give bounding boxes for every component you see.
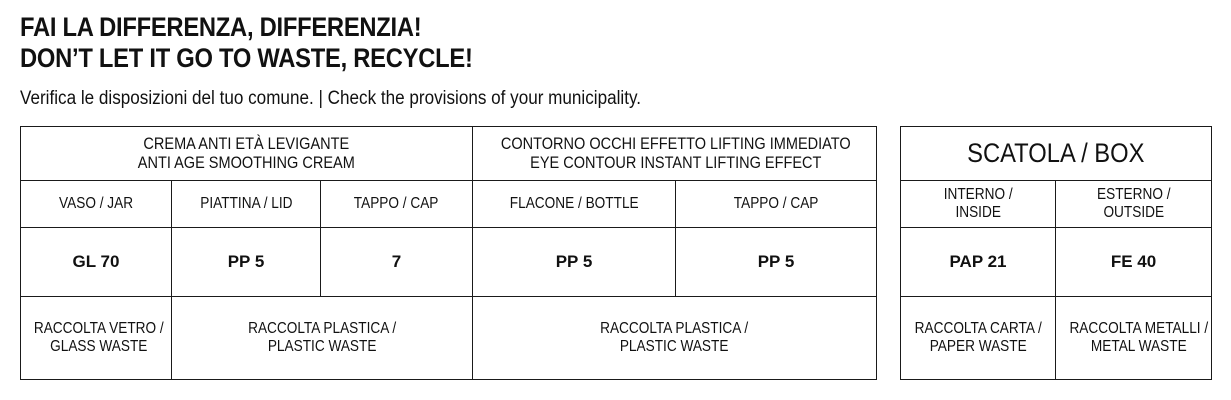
component-eye-cap [676, 181, 877, 228]
cream-product-header [21, 127, 473, 181]
waste-line: METAL WASTE [1090, 338, 1187, 355]
code-cream-cap: 7 [321, 228, 473, 297]
component-box-inside [901, 181, 1056, 228]
code-jar: GL 70 [21, 228, 172, 297]
component-label: TAPPO / CAP [354, 195, 439, 212]
component-box-outside [1056, 181, 1212, 228]
code-box-inside: PAP 21 [901, 228, 1056, 297]
waste-plastic-cream [172, 297, 473, 380]
product-header-row [21, 127, 877, 181]
component-row [21, 181, 877, 228]
eye-contour-product-header [473, 127, 877, 181]
code-lid: PP 5 [172, 228, 321, 297]
box-waste-collection-row [901, 297, 1212, 380]
material-code-row [21, 228, 877, 297]
municipality-note: Verifica le disposizioni del tuo comune. | Check the provisions of your municipality. [20, 88, 641, 109]
box-product-header [901, 127, 1212, 181]
headline [20, 12, 473, 74]
component-label: VASO / JAR [58, 195, 134, 212]
waste-line: PLASTIC WASTE [620, 338, 729, 355]
waste-line: RACCOLTA VETRO / [33, 320, 164, 337]
box-material-code-row [901, 228, 1212, 297]
waste-collection-row [21, 297, 877, 380]
box-component-row [901, 181, 1212, 228]
component-lid [172, 181, 321, 228]
code-box-outside: FE 40 [1056, 228, 1212, 297]
waste-glass [21, 297, 172, 380]
waste-line: PAPER WASTE [929, 338, 1027, 355]
component-label: TAPPO / CAP [733, 195, 819, 212]
component-label: ESTERNO / [1096, 186, 1171, 203]
component-cream-cap [321, 181, 473, 228]
waste-line: GLASS WASTE [50, 338, 148, 355]
waste-metal [1056, 297, 1212, 380]
waste-line: RACCOLTA PLASTICA / [600, 320, 749, 337]
box-recycling-table [900, 126, 1212, 380]
code-eye-cap: PP 5 [676, 228, 877, 297]
eye-name-english: EYE CONTOUR INSTANT LIFTING EFFECT [530, 153, 822, 172]
component-label: OUTSIDE [1103, 204, 1164, 221]
waste-line: RACCOLTA METALLI / [1069, 320, 1209, 337]
component-label: INSIDE [955, 204, 1001, 221]
product-recycling-table [20, 126, 877, 380]
cream-name-english: ANTI AGE SMOOTHING CREAM [137, 153, 356, 172]
waste-paper [901, 297, 1056, 380]
waste-line: RACCOLTA PLASTICA / [247, 320, 397, 337]
waste-line: RACCOLTA CARTA / [914, 320, 1042, 337]
component-label: FLACONE / BOTTLE [509, 195, 639, 212]
cream-name-italian: CREMA ANTI ETÀ LEVIGANTE [143, 134, 350, 153]
box-header-row [901, 127, 1212, 181]
code-bottle: PP 5 [473, 228, 676, 297]
waste-line: PLASTIC WASTE [267, 338, 377, 355]
box-name: SCATOLA / BOX [967, 138, 1145, 168]
headline-english: DON’T LET IT GO TO WASTE, RECYCLE! [20, 43, 473, 73]
component-jar [21, 181, 172, 228]
component-label: PIATTINA / LID [199, 195, 293, 212]
waste-plastic-eye [473, 297, 877, 380]
component-bottle [473, 181, 676, 228]
eye-name-italian: CONTORNO OCCHI EFFETTO LIFTING IMMEDIATO [500, 134, 851, 153]
component-label: INTERNO / [943, 186, 1013, 203]
headline-italian: FAI LA DIFFERENZA, DIFFERENZIA! [20, 12, 422, 42]
